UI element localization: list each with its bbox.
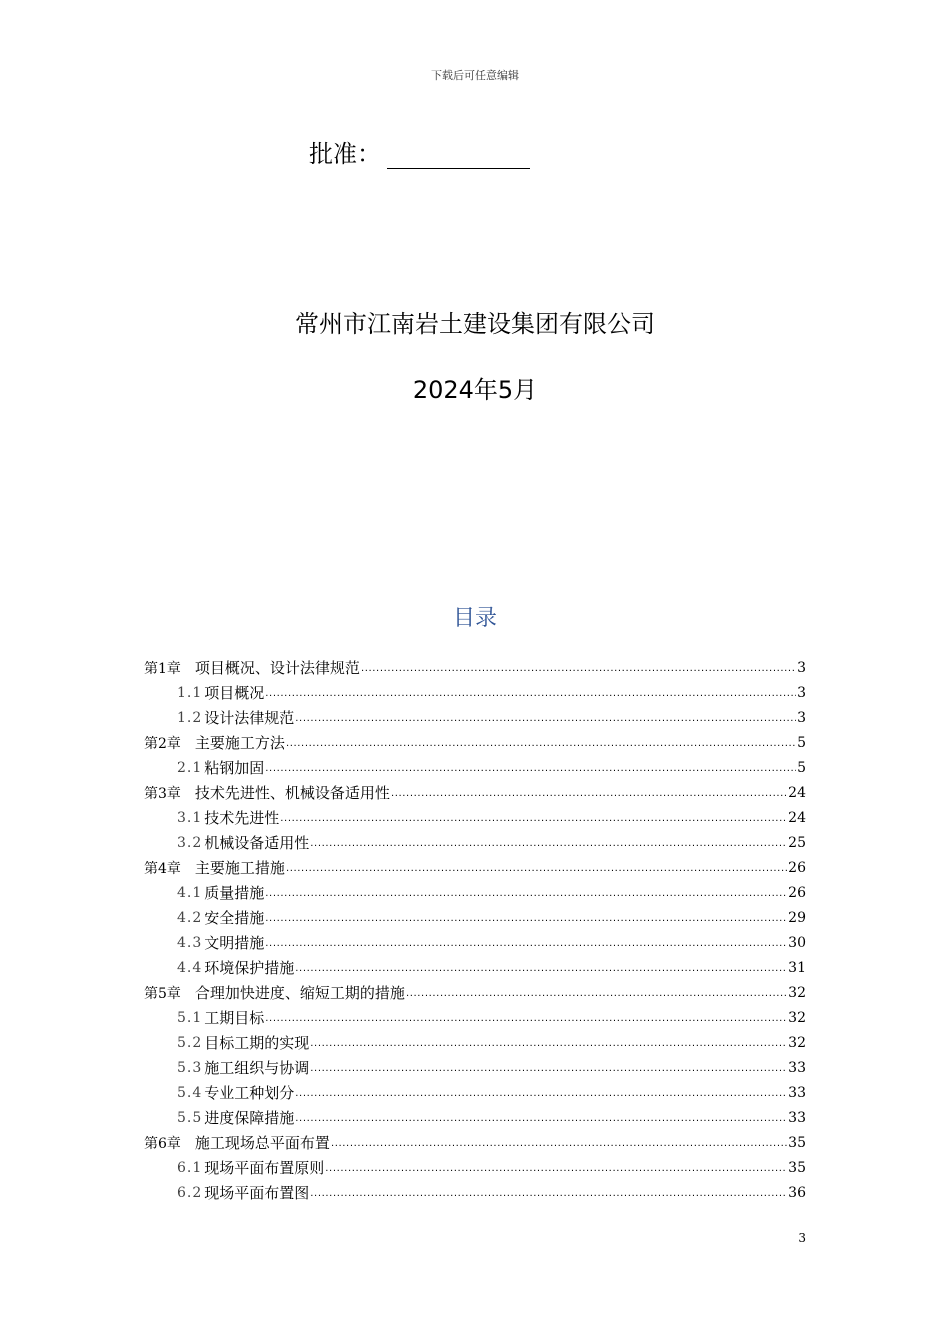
toc-entry-title: 工期目标 <box>204 1009 265 1027</box>
toc-entry-page: 35 <box>788 1134 806 1151</box>
toc-entry-number: 第1章 <box>144 660 181 677</box>
toc-entry-page: 25 <box>788 834 806 851</box>
toc-entry-number: 5.3 <box>177 1059 203 1076</box>
table-of-contents <box>144 655 806 1205</box>
toc-entry-page: 5 <box>797 759 806 776</box>
toc-entry-chapter[interactable] <box>144 855 806 880</box>
toc-entry-section[interactable] <box>144 1005 806 1030</box>
toc-entry-page: 5 <box>797 734 806 751</box>
toc-entry-page: 29 <box>788 909 806 926</box>
toc-entry-title: 环境保护措施 <box>204 959 295 977</box>
toc-entry-number: 3.1 <box>177 809 203 826</box>
toc-entry-title: 粘钢加固 <box>204 759 265 777</box>
toc-entry-chapter[interactable] <box>144 780 806 805</box>
toc-entry-title: 项目概况 <box>204 684 265 702</box>
toc-entry-page: 31 <box>788 959 806 976</box>
toc-dot-leader <box>265 1013 787 1030</box>
toc-entry-number: 第3章 <box>144 785 181 802</box>
toc-dot-leader <box>295 1113 787 1130</box>
toc-entry-title: 机械设备适用性 <box>204 834 310 852</box>
toc-entry-section[interactable] <box>144 930 806 955</box>
toc-entry-title: 施工现场总平面布置 <box>194 1134 330 1152</box>
toc-entry-section[interactable] <box>144 955 806 980</box>
toc-dot-leader <box>310 1188 787 1205</box>
toc-dot-leader <box>331 1138 787 1155</box>
approval-label: 批准： <box>309 140 381 168</box>
toc-entry-number: 4.2 <box>177 909 203 926</box>
toc-entry-number: 4.4 <box>177 959 203 976</box>
header-note: 下载后可任意编辑 <box>431 69 519 82</box>
toc-entry-section[interactable] <box>144 1155 806 1180</box>
toc-entry-section[interactable] <box>144 1080 806 1105</box>
toc-entry-section[interactable] <box>144 705 806 730</box>
toc-entry-page: 24 <box>788 784 806 801</box>
approval <box>309 134 530 169</box>
toc-entry-number: 5.4 <box>177 1084 203 1101</box>
toc-entry-page: 3 <box>797 684 806 701</box>
toc-dot-leader <box>280 813 787 830</box>
toc-entry-title: 主要施工措施 <box>194 859 285 877</box>
toc-entry-chapter[interactable] <box>144 980 806 1005</box>
toc-dot-leader <box>265 913 787 930</box>
toc-entry-title: 进度保障措施 <box>204 1109 295 1127</box>
toc-dot-leader <box>265 938 787 955</box>
toc-entry-section[interactable] <box>144 905 806 930</box>
toc-entry-page: 33 <box>788 1059 806 1076</box>
toc-entry-title: 现场平面布置图 <box>204 1184 310 1202</box>
toc-entry-chapter[interactable] <box>144 655 806 680</box>
toc-dot-leader <box>310 1038 787 1055</box>
toc-dot-leader <box>310 1063 787 1080</box>
document-date: 2024年5月 <box>412 376 538 404</box>
toc-entry-page: 3 <box>797 659 806 676</box>
toc-entry-chapter[interactable] <box>144 730 806 755</box>
toc-entry-number: 6.2 <box>177 1184 203 1201</box>
toc-entry-page: 30 <box>788 934 806 951</box>
toc-entry-title: 合理加快进度、缩短工期的措施 <box>194 984 405 1002</box>
toc-entry-title: 施工组织与协调 <box>204 1059 310 1077</box>
toc-entry-page: 35 <box>788 1159 806 1176</box>
toc-entry-number: 3.2 <box>177 834 203 851</box>
toc-dot-leader <box>325 1163 787 1180</box>
toc-entry-number: 第2章 <box>144 735 181 752</box>
toc-entry-title: 现场平面布置原则 <box>204 1159 325 1177</box>
toc-heading: 目录 <box>452 606 497 631</box>
toc-entry-page: 26 <box>788 884 806 901</box>
toc-entry-title: 文明措施 <box>204 934 265 952</box>
toc-entry-title: 专业工种划分 <box>204 1084 295 1102</box>
approval-signature-line <box>387 138 530 169</box>
toc-dot-leader <box>310 838 787 855</box>
toc-entry-number: 2.1 <box>177 759 203 776</box>
toc-entry-page: 32 <box>788 984 806 1001</box>
toc-entry-section[interactable] <box>144 1180 806 1205</box>
toc-entry-title: 安全措施 <box>204 909 265 927</box>
toc-entry-page: 3 <box>797 709 806 726</box>
toc-entry-title: 目标工期的实现 <box>204 1034 310 1052</box>
company-name: 常州市江南岩土建设集团有限公司 <box>295 310 655 338</box>
toc-entry-section[interactable] <box>144 1030 806 1055</box>
toc-dot-leader <box>406 988 787 1005</box>
toc-entry-number: 4.1 <box>177 884 203 901</box>
toc-entry-title: 设计法律规范 <box>204 709 295 727</box>
toc-entry-number: 5.5 <box>177 1109 203 1126</box>
toc-entry-title: 项目概况、设计法律规范 <box>194 659 360 677</box>
toc-entry-number: 第4章 <box>144 860 181 877</box>
toc-dot-leader <box>286 738 796 755</box>
toc-entry-number: 1.2 <box>177 709 203 726</box>
toc-entry-title: 技术先进性 <box>204 809 280 827</box>
toc-entry-section[interactable] <box>144 880 806 905</box>
toc-entry-page: 33 <box>788 1109 806 1126</box>
toc-entry-number: 第5章 <box>144 985 181 1002</box>
toc-entry-title: 质量措施 <box>204 884 265 902</box>
toc-entry-number: 1.1 <box>177 684 203 701</box>
page-number: 3 <box>798 1231 806 1245</box>
toc-entry-page: 36 <box>788 1184 806 1201</box>
toc-dot-leader <box>265 688 796 705</box>
toc-entry-number: 4.3 <box>177 934 203 951</box>
toc-entry-section[interactable] <box>144 1055 806 1080</box>
toc-entry-section[interactable] <box>144 1105 806 1130</box>
toc-entry-page: 32 <box>788 1009 806 1026</box>
toc-entry-number: 第6章 <box>144 1135 181 1152</box>
toc-entry-number: 6.1 <box>177 1159 203 1176</box>
toc-entry-page: 32 <box>788 1034 806 1051</box>
toc-dot-leader <box>295 713 796 730</box>
toc-entry-page: 26 <box>788 859 806 876</box>
toc-entry-section[interactable] <box>144 680 806 705</box>
toc-entry-number: 5.1 <box>177 1009 203 1026</box>
toc-dot-leader <box>361 663 796 680</box>
toc-entry-number: 5.2 <box>177 1034 203 1051</box>
toc-entry-page: 24 <box>788 809 806 826</box>
toc-entry-section[interactable] <box>144 755 806 780</box>
toc-entry-title: 技术先进性、机械设备适用性 <box>194 784 390 802</box>
toc-dot-leader <box>295 1088 787 1105</box>
toc-entry-section[interactable] <box>144 830 806 855</box>
toc-entry-title: 主要施工方法 <box>194 734 285 752</box>
toc-entry-section[interactable] <box>144 805 806 830</box>
toc-dot-leader <box>295 963 787 980</box>
toc-entry-chapter[interactable] <box>144 1130 806 1155</box>
toc-dot-leader <box>391 788 787 805</box>
toc-dot-leader <box>286 863 787 880</box>
toc-entry-page: 33 <box>788 1084 806 1101</box>
toc-dot-leader <box>265 763 796 780</box>
toc-dot-leader <box>265 888 787 905</box>
